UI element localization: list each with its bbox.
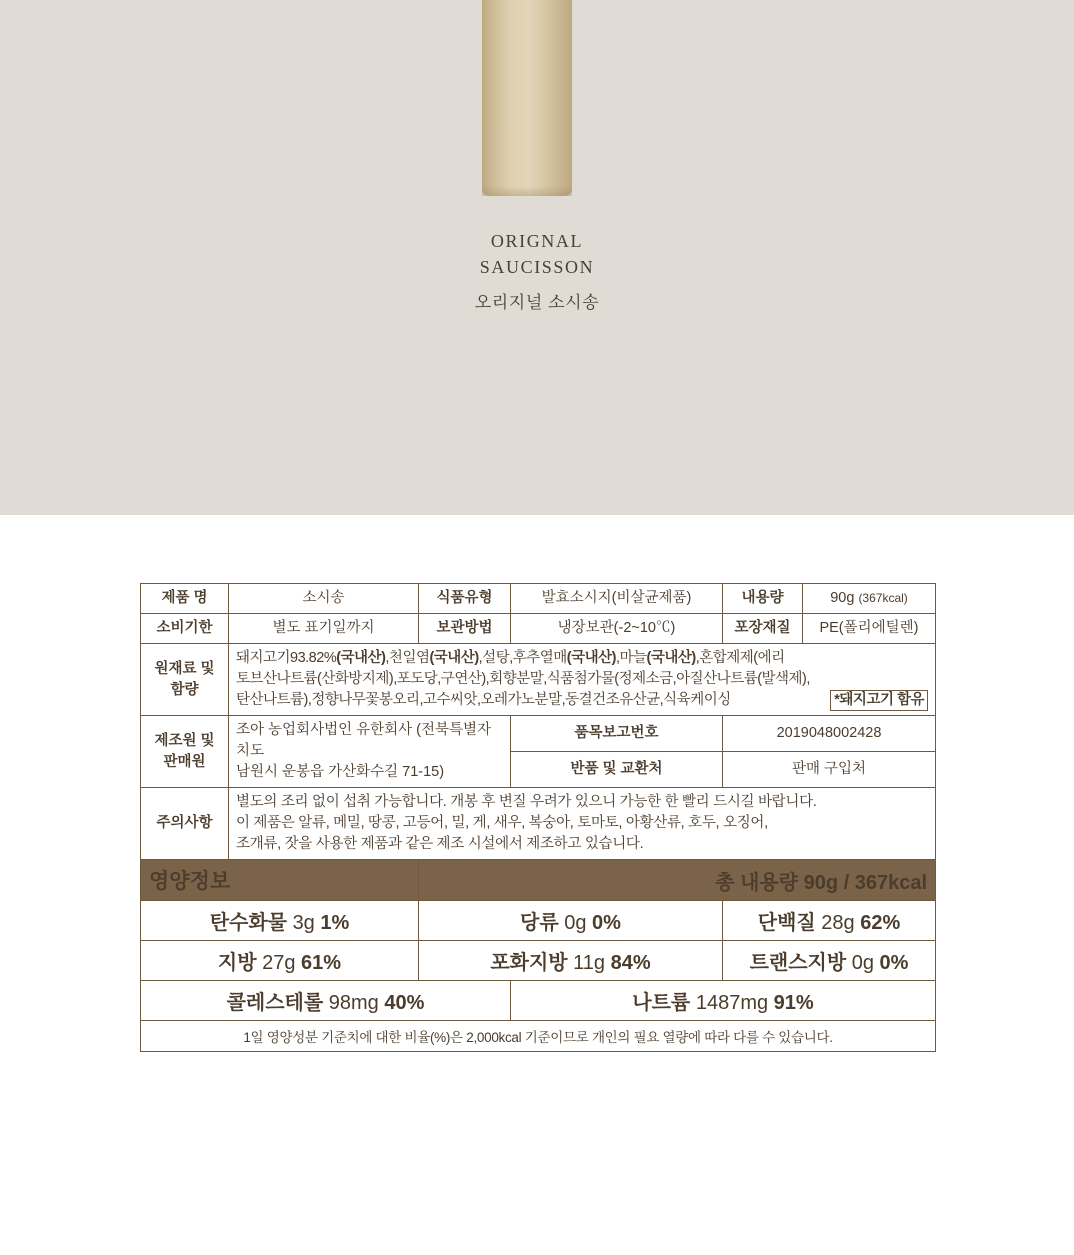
nutrient-sugars	[419, 901, 723, 941]
return-exchange-value: 판매 구입처	[723, 752, 936, 788]
expiry-label: 소비기한	[141, 614, 229, 644]
table-row	[141, 584, 936, 614]
nutrient-name: 포화지방	[490, 952, 568, 975]
nutrient-protein	[723, 901, 936, 941]
product-name-value: 소시송	[229, 584, 419, 614]
nutrition-header-row	[141, 860, 936, 901]
nutrient-name: 나트륨	[632, 992, 691, 1015]
nutrient-percent: 0%	[592, 912, 621, 935]
nutrient-percent: 0%	[879, 952, 909, 975]
nutrient-amount: 3g	[292, 912, 315, 935]
nutrition-row	[141, 941, 936, 981]
nutrition-footnote: 1일 영양성분 기준치에 대한 비율(%)은 2,000kcal 기준이므로 개인의 필요 열량에 따라 다를 수 있습니다.	[141, 1021, 936, 1052]
product-title-en-line1: ORIGNAL	[490, 231, 584, 251]
ingredients-line-1	[236, 648, 928, 669]
nutrient-saturated-fat	[419, 941, 723, 981]
nutrient-percent: 91%	[773, 992, 814, 1015]
nutrient-fat	[141, 941, 419, 981]
ing-seg-e: ,설탕,후추열매	[478, 650, 567, 667]
nutrient-percent: 84%	[610, 952, 651, 975]
ingredients-line-3	[236, 690, 928, 711]
volume-kcal: (367kcal)	[858, 591, 908, 605]
nutrient-name: 탄수화물	[209, 912, 287, 935]
nutrient-name: 지방	[217, 952, 257, 975]
ingredients-label-line1: 원재료 및	[154, 660, 215, 677]
nutrient-carbohydrate	[141, 901, 419, 941]
maker-value-line1: 조아 농업회사법인 유한회사 (전북특별자치도	[236, 722, 492, 760]
maker-label-line1: 제조원 및	[154, 732, 215, 749]
nutrient-name: 트랜스지방	[749, 952, 847, 975]
nutrition-row	[141, 901, 936, 941]
caution-label: 주의사항	[141, 788, 229, 860]
nutrition-table	[140, 859, 936, 1052]
storage-value: 냉장보관(-2~10℃)	[511, 614, 723, 644]
ingredients-value	[229, 644, 936, 716]
nutrient-amount: 1487mg	[695, 992, 769, 1015]
volume-value	[803, 584, 936, 614]
product-title-ko: 오리지널 소시송	[474, 293, 600, 312]
nutrient-amount: 0g	[564, 912, 587, 935]
maker-label-line2: 판매원	[163, 753, 206, 770]
caution-value	[229, 788, 936, 860]
nutrient-amount: 11g	[573, 952, 606, 975]
packaging-value: PE(폴리에틸렌)	[803, 614, 936, 644]
maker-value-line2: 남원시 운봉읍 가산화수길 71-15)	[236, 764, 445, 781]
nutrition-title: 영양정보	[141, 860, 419, 901]
volume-label: 내용량	[723, 584, 803, 614]
nutrient-percent: 61%	[301, 952, 342, 975]
food-type-value: 발효소시지(비살균제품)	[511, 584, 723, 614]
nutrient-amount: 28g	[821, 912, 855, 935]
product-label	[140, 583, 935, 1052]
nutrient-amount: 98mg	[328, 992, 379, 1015]
caution-line-2: 이 제품은 알류, 메밀, 땅콩, 고등어, 밀, 게, 새우, 복숭아, 토마토, 아황산류, 호두, 오징어,	[236, 815, 768, 832]
ing-seg-f: (국내산)	[566, 650, 616, 667]
caution-line-3: 조개류, 잣을 사용한 제품과 같은 제조 시설에서 제조하고 있습니다.	[236, 836, 644, 853]
nutrient-name: 단백질	[757, 912, 816, 935]
product-title-en-line2: SAUCISSON	[479, 257, 595, 277]
ing-seg-c: ,천일염	[385, 650, 430, 667]
table-row	[141, 788, 936, 860]
ing-seg-g: ,마늘	[615, 650, 647, 667]
nutrient-cholesterol	[141, 981, 511, 1021]
report-no-value: 2019048002428	[723, 716, 936, 752]
nutrition-row	[141, 981, 936, 1021]
nutrient-sodium	[511, 981, 936, 1021]
maker-label	[141, 716, 229, 788]
nutrient-percent: 1%	[320, 912, 350, 935]
ing-seg-j: 탄산나트륨),정향나무꽃봉오리,고수씨앗,오레가노분말,동결건조유산균,식육케이싱	[236, 692, 731, 709]
nutrient-amount: 27g	[262, 952, 296, 975]
packaging-label: 포장재질	[723, 614, 803, 644]
food-type-label: 식품유형	[419, 584, 511, 614]
nutrition-total: 총 내용량 90g / 367kcal	[419, 860, 936, 901]
product-hero	[0, 0, 1074, 515]
product-info-table	[140, 583, 936, 860]
ing-seg-a: 돼지고기93.82%	[236, 650, 337, 667]
caution-line-1: 별도의 조리 없이 섭취 가능합니다. 개봉 후 변질 우려가 있으니 가능한 한 빨리 드시길 바랍니다.	[236, 794, 817, 811]
ingredients-line-2: 토브산나트륨(산화방지제),포도당,구연산),회향분말,식품첨가물(정제소금,아질산나트륨(발색제),	[236, 671, 810, 688]
ingredients-label-line2: 함량	[170, 681, 199, 698]
pork-contains-badge: *돼지고기 함유	[830, 690, 928, 711]
expiry-value: 별도 표기일까지	[229, 614, 419, 644]
return-exchange-label: 반품 및 교환처	[511, 752, 723, 788]
nutrient-trans-fat	[723, 941, 936, 981]
ing-seg-b: (국내산)	[336, 650, 386, 667]
table-row	[141, 614, 936, 644]
nutrient-name: 당류	[520, 912, 559, 935]
table-row	[141, 644, 936, 716]
maker-value	[229, 716, 511, 788]
ing-seg-i: ,혼합제제(에리	[695, 650, 785, 667]
table-row	[141, 716, 936, 752]
product-image	[482, 0, 572, 196]
report-no-label: 품목보고번호	[511, 716, 723, 752]
nutrient-amount: 0g	[851, 952, 874, 975]
storage-label: 보관방법	[419, 614, 511, 644]
nutrient-percent: 62%	[860, 912, 901, 935]
volume-weight: 90g	[830, 590, 855, 606]
nutrient-percent: 40%	[384, 992, 425, 1015]
ing-seg-d: (국내산)	[429, 650, 479, 667]
ingredients-label	[141, 644, 229, 716]
nutrient-name: 콜레스테롤	[226, 992, 324, 1015]
product-title-en	[0, 228, 1074, 280]
product-name-label: 제품 명	[141, 584, 229, 614]
nutrition-footnote-row	[141, 1021, 936, 1052]
ing-seg-h: (국내산)	[646, 650, 696, 667]
